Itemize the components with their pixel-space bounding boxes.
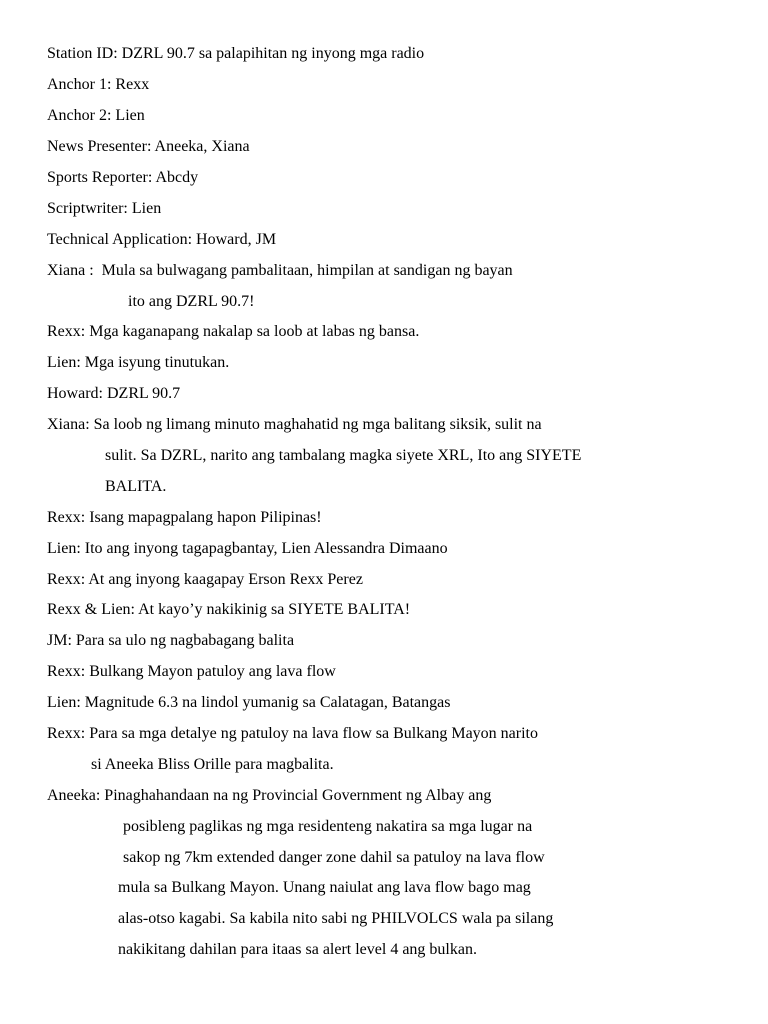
dialogue-line: JM: Para sa ulo ng nagbabagang balita	[47, 632, 295, 649]
dialogue-continuation-line: nakikitang dahilan para itaas sa alert level 4 ang bulkan.	[118, 941, 477, 958]
dialogue-line: Lien: Mga isyung tinutukan.	[47, 354, 230, 371]
dialogue-line: Rexx: Bulkang Mayon patuloy ang lava flow	[47, 663, 336, 680]
dialogue-line: Lien: Magnitude 6.3 na lindol yumanig sa Calatagan, Batangas	[47, 694, 451, 711]
dialogue-continuation-line: sakop ng 7km extended danger zone dahil sa patuloy na lava flow	[123, 849, 545, 866]
dialogue-line: Howard: DZRL 90.7	[47, 385, 181, 402]
dialogue-line: Aneeka: Pinaghahandaan na ng Provincial Government ng Albay ang	[47, 787, 492, 804]
anchor-2-line: Anchor 2: Lien	[47, 107, 145, 124]
sports-reporter-line: Sports Reporter: Abcdy	[47, 169, 199, 186]
station-id-line: Station ID: DZRL 90.7 sa palapihitan ng inyong mga radio	[47, 45, 425, 62]
dialogue-continuation-line: mula sa Bulkang Mayon. Unang naiulat ang lava flow bago mag	[118, 879, 531, 896]
anchor-1-line: Anchor 1: Rexx	[47, 76, 150, 93]
dialogue-line: Rexx: Mga kaganapang nakalap sa loob at labas ng bansa.	[47, 323, 420, 340]
dialogue-line: Xiana : Mula sa bulwagang pambalitaan, himpilan at sandigan ng bayan	[47, 262, 513, 279]
technical-application-line: Technical Application: Howard, JM	[47, 231, 277, 248]
dialogue-line: Rexx: At ang inyong kaagapay Erson Rexx Perez	[47, 571, 363, 588]
dialogue-continuation-line: ito ang DZRL 90.7!	[128, 293, 255, 310]
news-presenter-line: News Presenter: Aneeka, Xiana	[47, 138, 250, 155]
dialogue-line: Rexx: Isang mapagpalang hapon Pilipinas!	[47, 509, 322, 526]
dialogue-line: Rexx: Para sa mga detalye ng patuloy na lava flow sa Bulkang Mayon narito	[47, 725, 538, 742]
dialogue-continuation-line: alas-otso kagabi. Sa kabila nito sabi ng PHILVOLCS wala pa silang	[118, 910, 554, 927]
dialogue-line: Rexx & Lien: At kayo’y nakikinig sa SIYETE BALITA!	[47, 601, 411, 618]
dialogue-continuation-line: sulit. Sa DZRL, narito ang tambalang magka siyete XRL, Ito ang SIYETE	[105, 447, 582, 464]
dialogue-continuation-line: posibleng paglikas ng mga residenteng nakatira sa mga lugar na	[123, 818, 533, 835]
dialogue-line: Xiana: Sa loob ng limang minuto maghahatid ng mga balitang siksik, sulit na	[47, 416, 542, 433]
dialogue-continuation-line: si Aneeka Bliss Orille para magbalita.	[91, 756, 334, 773]
dialogue-line: Lien: Ito ang inyong tagapagbantay, Lien Alessandra Dimaano	[47, 540, 448, 557]
dialogue-continuation-line: BALITA.	[105, 478, 167, 495]
scriptwriter-line: Scriptwriter: Lien	[47, 200, 162, 217]
